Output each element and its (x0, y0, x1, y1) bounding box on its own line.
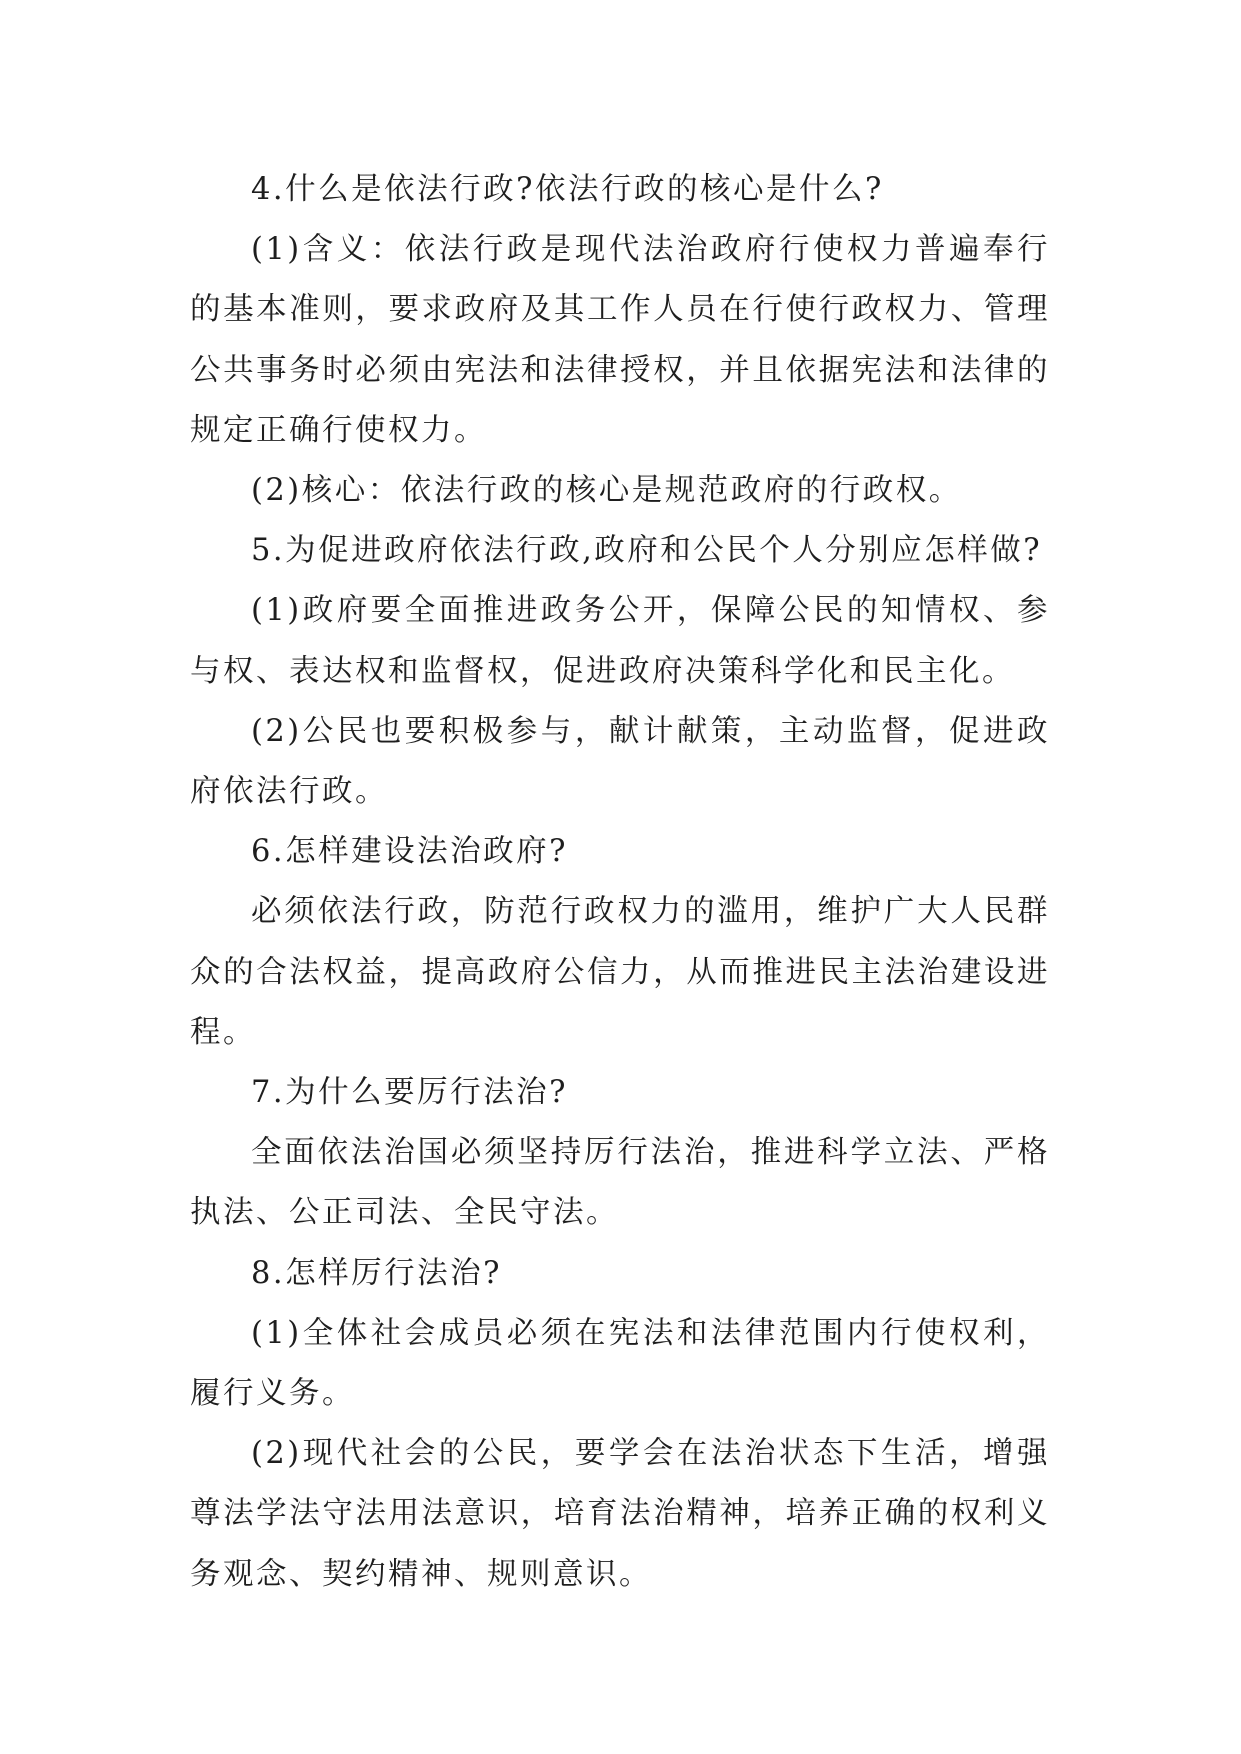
answer-8-citizens: (2)现代社会的公民，要学会在法治状态下生活，增强尊法学法守法用法意识，培育法治精神，培养正确的权利义务观念、契约精神、规则意识。 (190, 1436, 1050, 1592)
answer-5-government: (1)政府要全面推进政务公开，保障公民的知情权、参与权、表达权和监督权，促进政府决策科学化和民主化。 (190, 593, 1050, 689)
answer-4-core: (2)核心：依法行政的核心是规范政府的行政权。 (251, 473, 962, 509)
answer-8-members: (1)全体社会成员必须在宪法和法律范围内行使权利，履行义务。 (190, 1315, 1050, 1412)
question-8-heading: 8.怎样厉行法治? (251, 1255, 502, 1291)
answer-6: 必须依法行政，防范行政权力的滥用，维护广大人民群众的合法权益，提高政府公信力，从而推进民主法治建设进程。 (190, 894, 1050, 1050)
document-body (190, 160, 1050, 1605)
answer-5-citizens: (2)公民也要积极参与，献计献策，主动监督，促进政府依法行政。 (190, 713, 1050, 810)
answer-4-meaning: (1)含义：依法行政是现代法治政府行使权力普遍奉行的基本准则，要求政府及其工作人员在行使行政权力、管理公共事务时必须由宪法和法律授权，并且依据宪法和法律的规定正确行使权力。 (190, 232, 1050, 448)
question-5-heading: 5.为促进政府依法行政,政府和公民个人分别应怎样做? (251, 533, 1043, 569)
question-6-heading: 6.怎样建设法治政府? (251, 834, 568, 870)
answer-7: 全面依法治国必须坚持厉行法治，推进科学立法、严格执法、公正司法、全民守法。 (190, 1135, 1050, 1231)
question-4-heading: 4.什么是依法行政?依法行政的核心是什么? (251, 172, 884, 207)
question-7-heading: 7.为什么要厉行法治? (251, 1075, 568, 1111)
